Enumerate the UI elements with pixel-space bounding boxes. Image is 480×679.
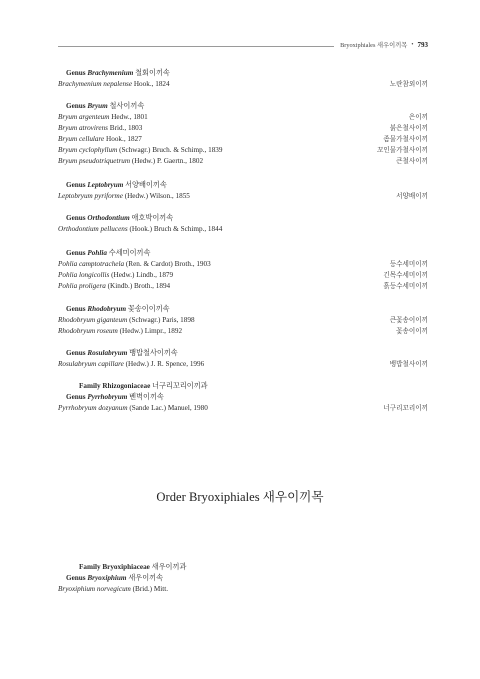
genus-heading: Genus Leptobryum 서양배이끼속 xyxy=(66,181,167,189)
species-row: Orthodontium pellucens (Hook.) Bruch & Schimp., 1844 xyxy=(58,225,223,233)
species-row: Leptobryum pyriforme (Hedw.) Wilson., 1855 서양배이끼 xyxy=(58,192,428,200)
species-row: Bryum pseudotriquetrum (Hedw.) P. Gaertn., 1802 큰철사이끼 xyxy=(58,157,428,165)
species-row: Brachymenium nepalense Hook., 1824 노란참외이끼 xyxy=(58,80,428,88)
genus-section-pohlia xyxy=(58,248,428,292)
family-heading: Family Rhizogoniaceae 너구리꼬리이끼과 xyxy=(79,382,208,390)
family-heading: Family Bryoxiphiaceae 새우이끼과 xyxy=(79,563,187,571)
species-row: Bryum argenteum Hedw., 1801 은이끼 xyxy=(58,113,428,121)
header-bullet: • xyxy=(411,41,414,48)
genus-heading: Genus Pyrrhobryum 벤벽이끼속 xyxy=(66,393,164,401)
species-row: Bryum cellulare Hook., 1827 좀물가철사이끼 xyxy=(58,135,428,143)
order-title: Order Bryoxiphiales 새우이끼목 xyxy=(156,490,324,504)
species-row: Bryum atrovirens Brid., 1803 붉은철사이끼 xyxy=(58,124,428,132)
genus-section-bryum xyxy=(58,101,428,167)
family-section-bryoxiphiaceae xyxy=(58,562,428,595)
species-row: Pohlia longicollis (Hedw.) Lindb., 1879 긴목수세미이끼 xyxy=(58,271,428,279)
genus-heading: Genus Orthodontium 애호박이끼속 xyxy=(66,214,174,222)
genus-section-orthodontium xyxy=(58,213,428,235)
genus-section-brachymenium xyxy=(58,68,428,90)
species-row: Pohlia camptotrachela (Ren. & Cardot) Broth., 1903 등수세미이끼 xyxy=(58,260,428,268)
species-row: Rosulabryum capillare (Hedw.) J. R. Spence, 1996 뱅밥철사이끼 xyxy=(58,360,428,368)
running-title: Bryoxiphiales 새우이끼목 xyxy=(340,42,408,49)
genus-section-leptobryum xyxy=(58,180,428,202)
species-row: Pohlia proligera (Kindb.) Broth., 1894 흙등수세미이끼 xyxy=(58,282,428,290)
family-section-rhizogoniaceae xyxy=(58,381,428,414)
species-row: Pyrrhobryum dozyanum (Sande Lac.) Manuel, 1980 너구리꼬리이끼 xyxy=(58,404,428,412)
genus-heading: Genus Bryoxiphium 새우이끼속 xyxy=(66,574,164,582)
genus-heading: Genus Rosulabryum 뱅밥철사이끼속 xyxy=(66,349,178,357)
species-row: Bryoxiphium norvegicum (Brid.) Mitt. xyxy=(58,585,168,593)
species-row: Rhodobryum roseum (Hedw.) Limpr., 1892 꽃송이이끼 xyxy=(58,327,428,335)
species-row: Bryum cyclophyllum (Schwagr.) Bruch. & Schimp., 1839 꼬인물가철사이끼 xyxy=(58,146,428,154)
species-row: Rhodobryum giganteum (Schwagr.) Paris, 1898 큰꽃송이이끼 xyxy=(58,316,428,324)
genus-section-rosulabryum xyxy=(58,348,428,370)
genus-section-rhodobryum xyxy=(58,304,428,337)
genus-heading: Genus Rhodobryum 꽃송이이끼속 xyxy=(66,305,170,313)
page-number: 793 xyxy=(417,40,428,49)
genus-heading: Genus Bryum 철사이끼속 xyxy=(66,102,145,110)
genus-heading: Genus Pohlia 수세미이끼속 xyxy=(66,249,151,257)
genus-heading: Genus Brachymenium 철회이끼속 xyxy=(66,69,170,77)
